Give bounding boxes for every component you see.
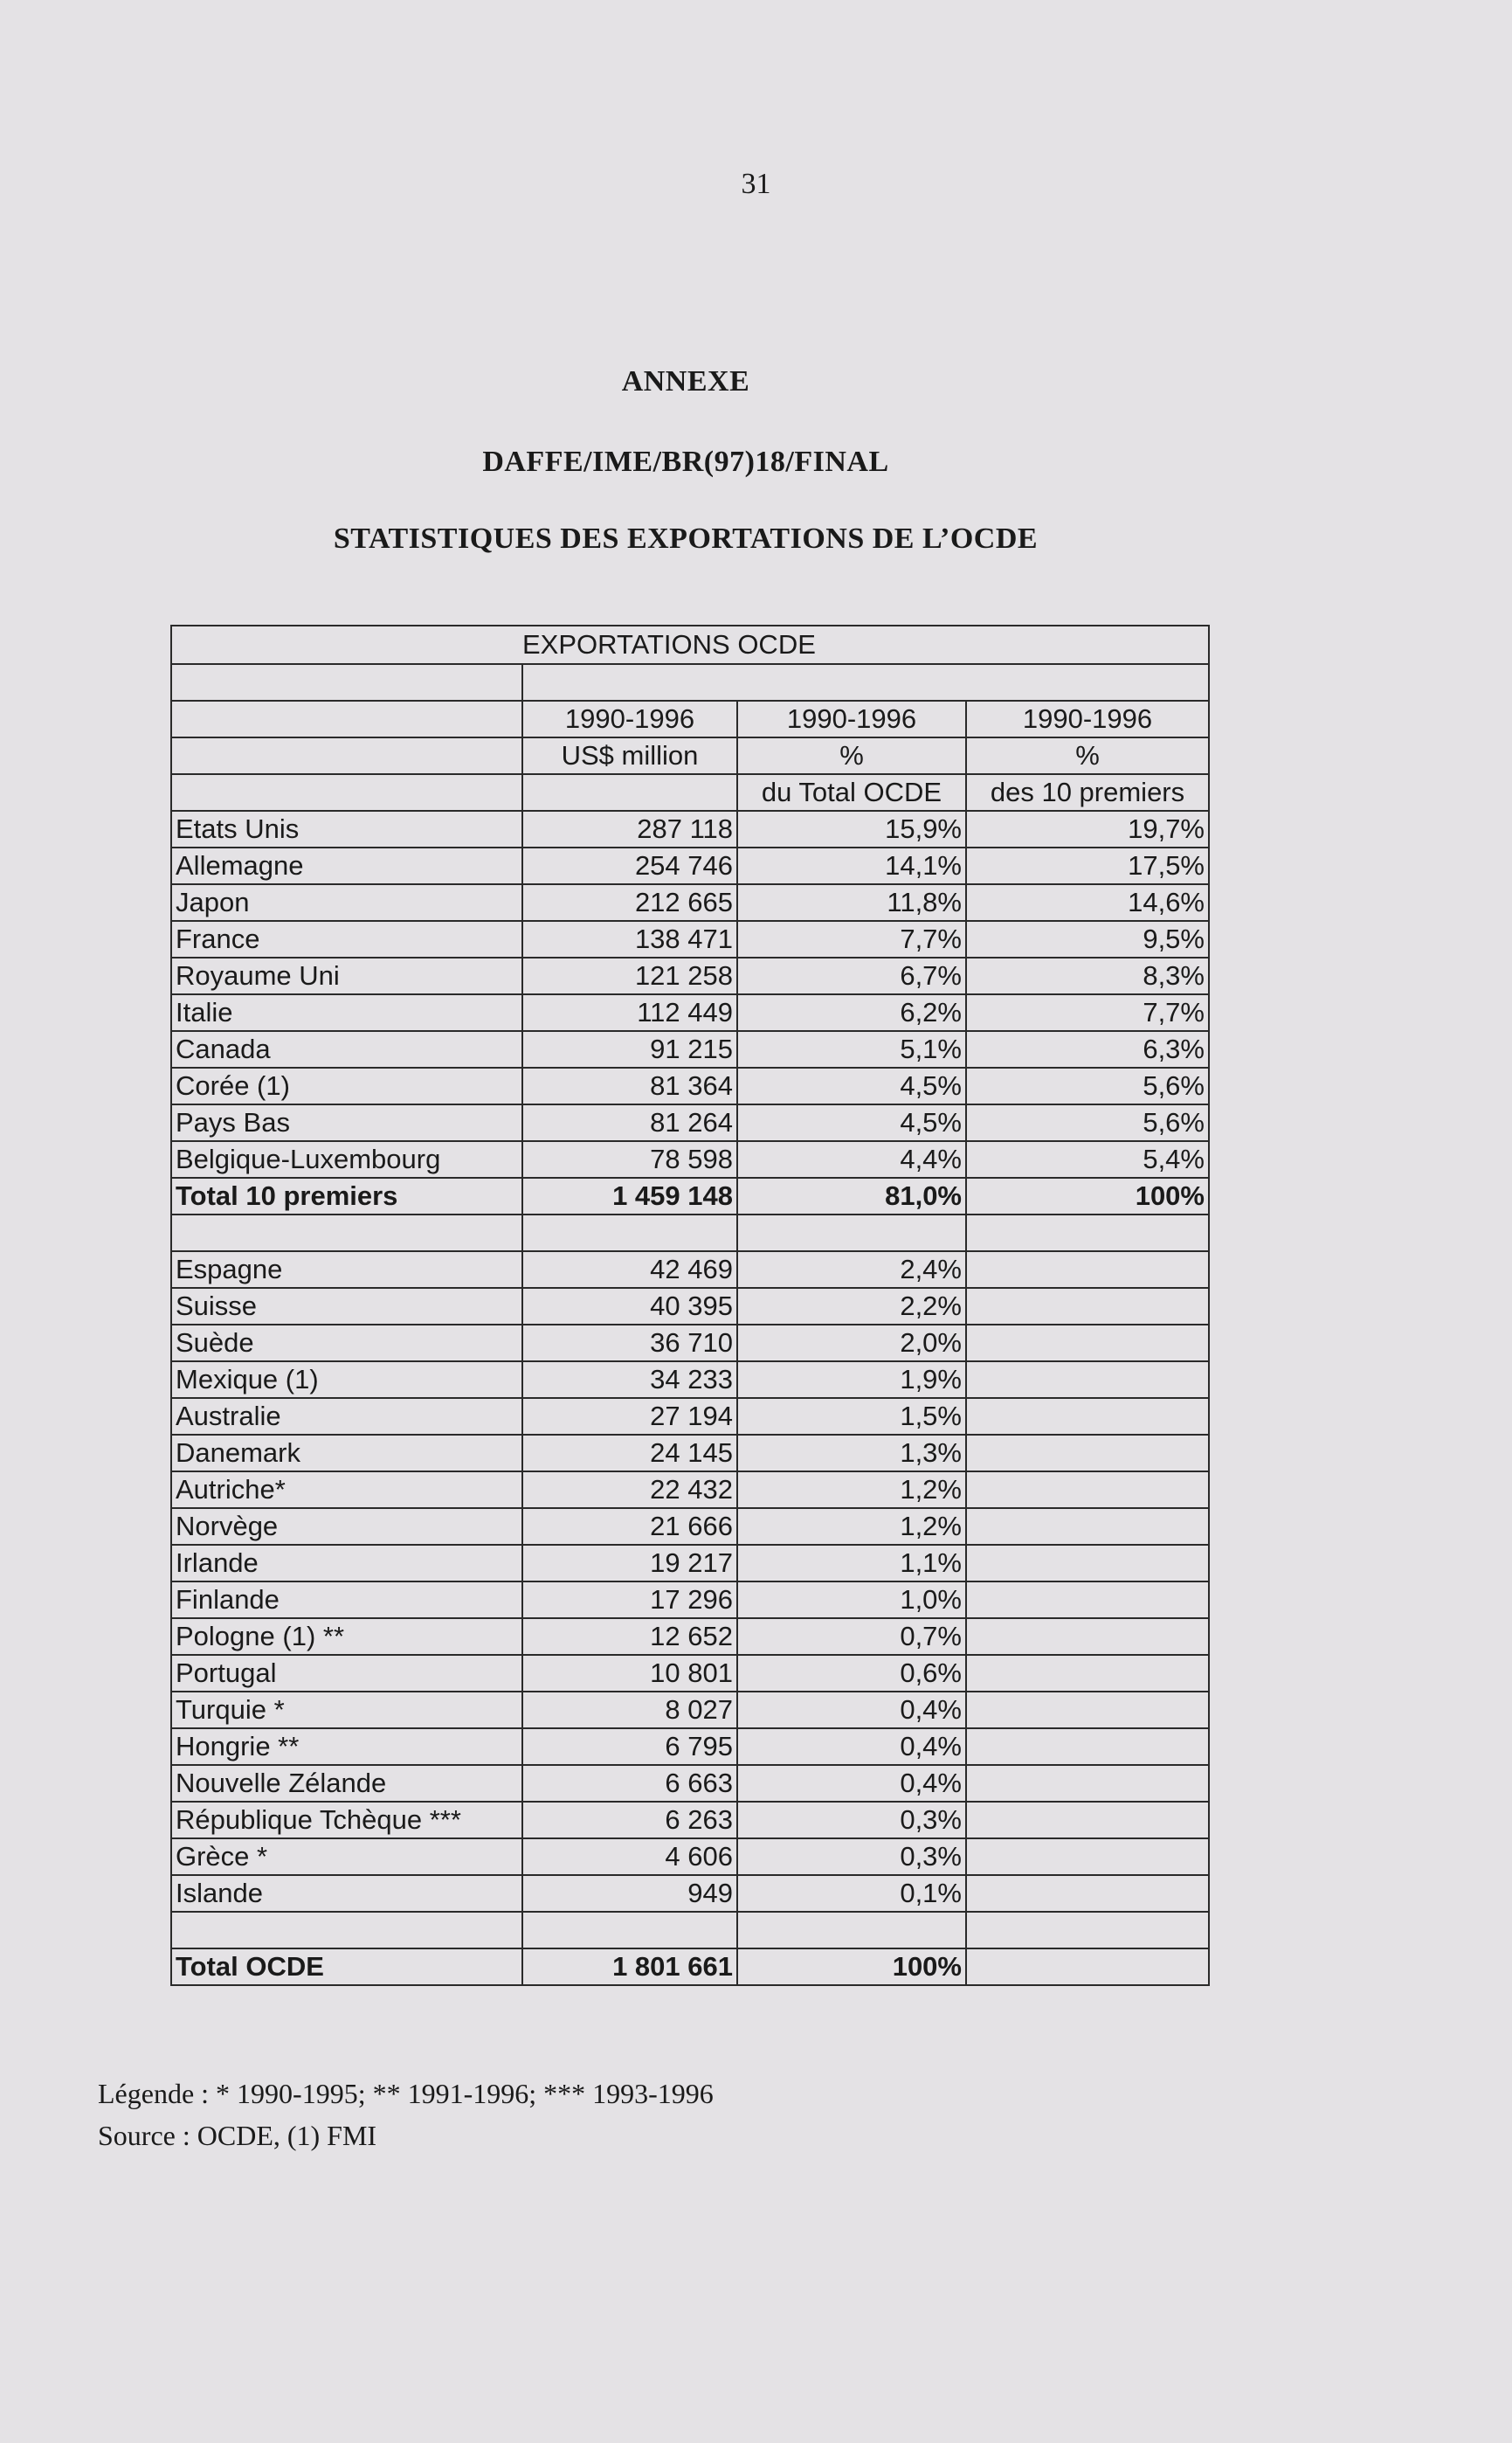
table-row xyxy=(171,1141,1209,1178)
table-row xyxy=(171,1618,1209,1655)
share-total-cell: 0,4% xyxy=(737,1728,966,1765)
share-total-cell: % xyxy=(737,737,966,774)
share-total-cell: 0,3% xyxy=(737,1802,966,1838)
share-top10-cell: 1990-1996 xyxy=(966,701,1209,737)
table-row xyxy=(171,1361,1209,1398)
share-total-cell: 100% xyxy=(737,1948,966,1985)
share-total-cell: 5,1% xyxy=(737,1031,966,1068)
share-top10-cell xyxy=(966,1325,1209,1361)
share-top10-cell xyxy=(966,1692,1209,1728)
country-cell: Belgique-Luxembourg xyxy=(171,1141,522,1178)
country-cell: République Tchèque *** xyxy=(171,1802,522,1838)
share-top10-cell: % xyxy=(966,737,1209,774)
share-total-cell: 6,7% xyxy=(737,958,966,994)
country-cell: Etats Unis xyxy=(171,811,522,848)
value-cell: 34 233 xyxy=(522,1361,737,1398)
table-row xyxy=(171,848,1209,884)
share-top10-cell: 6,3% xyxy=(966,1031,1209,1068)
value-cell: US$ million xyxy=(522,737,737,774)
table-row xyxy=(171,1508,1209,1545)
table-row xyxy=(171,1838,1209,1875)
country-cell: Total OCDE xyxy=(171,1948,522,1985)
share-top10-cell: des 10 premiers xyxy=(966,774,1209,811)
share-top10-cell xyxy=(966,1361,1209,1398)
share-total-cell: 2,4% xyxy=(737,1251,966,1288)
value-cell: 1 459 148 xyxy=(522,1178,737,1215)
country-cell xyxy=(171,774,522,811)
table-title: EXPORTATIONS OCDE xyxy=(522,626,1209,664)
country-cell: Finlande xyxy=(171,1581,522,1618)
annex-heading: ANNEXE xyxy=(621,365,750,398)
share-top10-cell xyxy=(966,1838,1209,1875)
share-top10-cell: 17,5% xyxy=(966,848,1209,884)
share-top10-cell xyxy=(966,1581,1209,1618)
document-reference: DAFFE/IME/BR(97)18/FINAL xyxy=(482,446,889,478)
share-total-cell: 1,5% xyxy=(737,1398,966,1435)
table-row xyxy=(171,1471,1209,1508)
value-cell: 24 145 xyxy=(522,1435,737,1471)
table-row xyxy=(171,811,1209,848)
share-top10-cell: 19,7% xyxy=(966,811,1209,848)
table-row xyxy=(171,958,1209,994)
value-cell: 8 027 xyxy=(522,1692,737,1728)
share-total-cell: 7,7% xyxy=(737,921,966,958)
share-top10-cell xyxy=(966,1545,1209,1581)
table-row xyxy=(171,1802,1209,1838)
subtotal-row xyxy=(171,1178,1209,1215)
country-cell: Nouvelle Zélande xyxy=(171,1765,522,1802)
grand-total-row xyxy=(171,1948,1209,1985)
value-cell: 81 264 xyxy=(522,1104,737,1141)
country-cell: Japon xyxy=(171,884,522,921)
value-cell: 121 258 xyxy=(522,958,737,994)
value-cell: 27 194 xyxy=(522,1398,737,1435)
share-total-cell: 1,2% xyxy=(737,1508,966,1545)
share-top10-cell xyxy=(966,1508,1209,1545)
country-cell: Islande xyxy=(171,1875,522,1912)
country-cell: Autriche* xyxy=(171,1471,522,1508)
value-cell: 254 746 xyxy=(522,848,737,884)
share-total-cell: 11,8% xyxy=(737,884,966,921)
share-top10-cell: 7,7% xyxy=(966,994,1209,1031)
share-top10-cell xyxy=(966,1765,1209,1802)
share-top10-cell: 100% xyxy=(966,1178,1209,1215)
value-cell: 40 395 xyxy=(522,1288,737,1325)
share-top10-cell xyxy=(966,1875,1209,1912)
value-cell: 4 606 xyxy=(522,1838,737,1875)
value-cell: 949 xyxy=(522,1875,737,1912)
share-top10-cell: 9,5% xyxy=(966,921,1209,958)
share-total-cell: 4,5% xyxy=(737,1104,966,1141)
share-total-cell: 1,9% xyxy=(737,1361,966,1398)
table-row xyxy=(171,1435,1209,1471)
exports-table-body xyxy=(171,626,1209,1985)
country-cell: Suède xyxy=(171,1325,522,1361)
share-total-cell: 0,4% xyxy=(737,1692,966,1728)
table-row xyxy=(171,1655,1209,1692)
country-cell: Suisse xyxy=(171,1288,522,1325)
table-row xyxy=(171,1288,1209,1325)
country-cell xyxy=(171,701,522,737)
share-total-cell: 0,6% xyxy=(737,1655,966,1692)
page-number: 31 xyxy=(741,168,771,200)
value-cell: 6 263 xyxy=(522,1802,737,1838)
value-cell: 6 795 xyxy=(522,1728,737,1765)
header-row xyxy=(171,701,1209,737)
table-row xyxy=(171,1875,1209,1912)
table-row xyxy=(171,1765,1209,1802)
share-top10-cell: 5,6% xyxy=(966,1104,1209,1141)
country-cell: Grèce * xyxy=(171,1838,522,1875)
table-row xyxy=(171,1031,1209,1068)
share-top10-cell: 8,3% xyxy=(966,958,1209,994)
share-total-cell: 14,1% xyxy=(737,848,966,884)
table-row xyxy=(171,1325,1209,1361)
value-cell: 112 449 xyxy=(522,994,737,1031)
blank-row xyxy=(171,664,1209,701)
value-cell: 78 598 xyxy=(522,1141,737,1178)
share-total-cell: 1,2% xyxy=(737,1471,966,1508)
table-row xyxy=(171,1728,1209,1765)
country-cell: Royaume Uni xyxy=(171,958,522,994)
share-total-cell: 4,5% xyxy=(737,1068,966,1104)
share-top10-cell xyxy=(966,1398,1209,1435)
share-top10-cell xyxy=(966,1618,1209,1655)
share-top10-cell xyxy=(966,1655,1209,1692)
share-top10-cell xyxy=(966,1471,1209,1508)
country-cell: Portugal xyxy=(171,1655,522,1692)
share-total-cell: 1,0% xyxy=(737,1581,966,1618)
table-row xyxy=(171,1251,1209,1288)
table-row xyxy=(171,1398,1209,1435)
share-total-cell: 6,2% xyxy=(737,994,966,1031)
header-row xyxy=(171,737,1209,774)
table-row xyxy=(171,1104,1209,1141)
share-total-cell: 0,1% xyxy=(737,1875,966,1912)
value-cell: 12 652 xyxy=(522,1618,737,1655)
legend xyxy=(98,2073,714,2156)
share-total-cell: 2,2% xyxy=(737,1288,966,1325)
value-cell: 36 710 xyxy=(522,1325,737,1361)
country-cell: Canada xyxy=(171,1031,522,1068)
country-cell: Norvège xyxy=(171,1508,522,1545)
share-top10-cell: 5,4% xyxy=(966,1141,1209,1178)
country-cell: Allemagne xyxy=(171,848,522,884)
table-title-spacer xyxy=(171,626,522,664)
table-row xyxy=(171,884,1209,921)
page-title: STATISTIQUES DES EXPORTATIONS DE L’OCDE xyxy=(333,523,1039,555)
share-total-cell: 1,1% xyxy=(737,1545,966,1581)
blank-row xyxy=(171,1912,1209,1948)
country-cell: Pays Bas xyxy=(171,1104,522,1141)
value-cell: 91 215 xyxy=(522,1031,737,1068)
blank-row xyxy=(171,1215,1209,1251)
share-top10-cell xyxy=(966,1288,1209,1325)
table-row xyxy=(171,1545,1209,1581)
share-total-cell: 0,7% xyxy=(737,1618,966,1655)
value-cell: 81 364 xyxy=(522,1068,737,1104)
value-cell: 19 217 xyxy=(522,1545,737,1581)
table-row xyxy=(171,1692,1209,1728)
country-cell: Hongrie ** xyxy=(171,1728,522,1765)
share-top10-cell xyxy=(966,1802,1209,1838)
source-line: Source : OCDE, (1) FMI xyxy=(98,2120,377,2151)
country-cell: Mexique (1) xyxy=(171,1361,522,1398)
share-total-cell: 81,0% xyxy=(737,1178,966,1215)
value-cell: 6 663 xyxy=(522,1765,737,1802)
share-total-cell: du Total OCDE xyxy=(737,774,966,811)
share-total-cell: 4,4% xyxy=(737,1141,966,1178)
share-total-cell: 1,3% xyxy=(737,1435,966,1471)
value-cell: 212 665 xyxy=(522,884,737,921)
value-cell xyxy=(522,774,737,811)
country-cell: Italie xyxy=(171,994,522,1031)
country-cell: Total 10 premiers xyxy=(171,1178,522,1215)
value-cell: 10 801 xyxy=(522,1655,737,1692)
share-total-cell: 2,0% xyxy=(737,1325,966,1361)
value-cell: 22 432 xyxy=(522,1471,737,1508)
country-cell: Australie xyxy=(171,1398,522,1435)
legend-line: Légende : * 1990-1995; ** 1991-1996; *** 1993-1996 xyxy=(98,2078,714,2109)
value-cell: 287 118 xyxy=(522,811,737,848)
share-top10-cell: 14,6% xyxy=(966,884,1209,921)
value-cell: 42 469 xyxy=(522,1251,737,1288)
value-cell: 1990-1996 xyxy=(522,701,737,737)
value-cell: 17 296 xyxy=(522,1581,737,1618)
country-cell: Danemark xyxy=(171,1435,522,1471)
table-row xyxy=(171,994,1209,1031)
country-cell: Pologne (1) ** xyxy=(171,1618,522,1655)
table-row xyxy=(171,921,1209,958)
country-cell: Espagne xyxy=(171,1251,522,1288)
share-top10-cell xyxy=(966,1251,1209,1288)
share-total-cell: 15,9% xyxy=(737,811,966,848)
table-row xyxy=(171,1068,1209,1104)
table-title-row xyxy=(171,626,1209,664)
country-cell: Corée (1) xyxy=(171,1068,522,1104)
value-cell: 1 801 661 xyxy=(522,1948,737,1985)
share-top10-cell xyxy=(966,1948,1209,1985)
country-cell xyxy=(171,737,522,774)
share-total-cell: 1990-1996 xyxy=(737,701,966,737)
country-cell: Irlande xyxy=(171,1545,522,1581)
header-row xyxy=(171,774,1209,811)
value-cell: 21 666 xyxy=(522,1508,737,1545)
share-total-cell: 0,3% xyxy=(737,1838,966,1875)
share-top10-cell xyxy=(966,1728,1209,1765)
share-top10-cell xyxy=(966,1435,1209,1471)
value-cell: 138 471 xyxy=(522,921,737,958)
share-top10-cell: 5,6% xyxy=(966,1068,1209,1104)
exports-table xyxy=(170,625,1210,1986)
country-cell: France xyxy=(171,921,522,958)
table-row xyxy=(171,1581,1209,1618)
share-total-cell: 0,4% xyxy=(737,1765,966,1802)
country-cell: Turquie * xyxy=(171,1692,522,1728)
